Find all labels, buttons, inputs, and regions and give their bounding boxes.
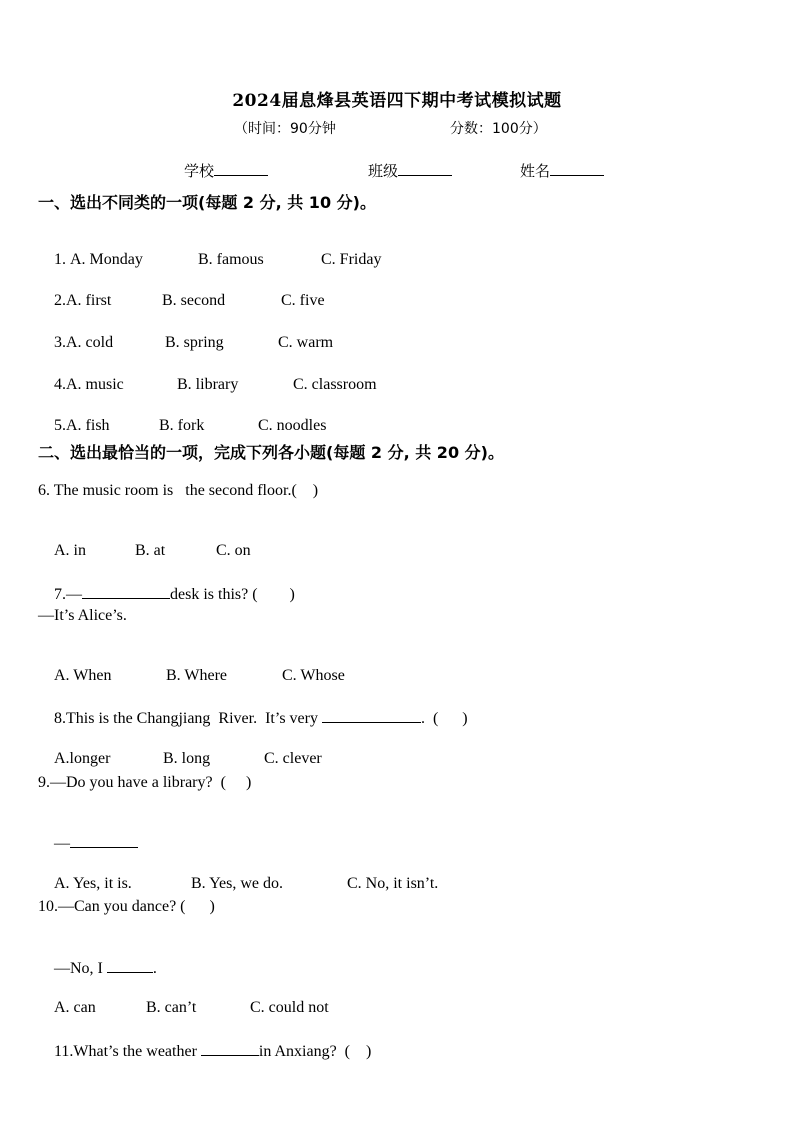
- q4-option-c: C. classroom: [293, 376, 377, 393]
- q7-option-a: A. When: [54, 667, 112, 684]
- q9-option-c: C. No, it isn’t.: [347, 875, 439, 892]
- q8-option-c: C. clever: [264, 750, 322, 767]
- q1-option-a: A. Monday: [70, 251, 143, 268]
- section2-heading: 二、选出最恰当的一项，完成下列各小题(每题 2 分, 共 20 分)。: [38, 443, 504, 462]
- q9-option-b: B. Yes, we do.: [191, 875, 284, 892]
- q8-option-b: B. long: [163, 750, 211, 767]
- q6-option-c: C. on: [216, 542, 251, 559]
- q11-pre: 11.What’s the weather: [54, 1043, 201, 1060]
- q5-option-b: B. fork: [159, 417, 205, 434]
- name-label: 姓名: [520, 162, 551, 180]
- q2-option-c: C. five: [281, 292, 325, 309]
- q10-option-c: C. could not: [250, 999, 329, 1016]
- q3-option-a: A. cold: [66, 334, 114, 351]
- q7-option-b: B. Where: [166, 667, 228, 684]
- q10-answer-post: .: [152, 960, 157, 977]
- q1-option-b: B. famous: [198, 251, 264, 268]
- q5-num: 5.: [54, 417, 66, 434]
- q9-option-a: A. Yes, it is.: [54, 875, 132, 892]
- question-6: 6. The music room is the second floor.( ): [38, 482, 319, 499]
- q7-option-c: C. Whose: [282, 667, 345, 684]
- q2-num: 2.: [54, 292, 66, 309]
- question-10: 10.—Can you dance? ( ): [38, 898, 215, 915]
- q2-option-b: B. second: [162, 292, 226, 309]
- q9-blank[interactable]: [70, 833, 138, 848]
- q4-num: 4.: [54, 376, 66, 393]
- question-9: 9.—Do you have a library? ( ): [38, 774, 252, 791]
- school-blank[interactable]: [214, 161, 268, 176]
- q1-num: 1.: [54, 251, 70, 268]
- q7-post: desk is this? ( ): [170, 586, 295, 603]
- q10-blank[interactable]: [107, 958, 153, 973]
- school-field: [184, 160, 268, 181]
- question-7-answer: —It’s Alice’s.: [38, 607, 127, 624]
- class-blank[interactable]: [398, 161, 452, 176]
- q8-post: . ( ): [420, 710, 468, 727]
- question-11: [38, 1023, 371, 1079]
- school-label: 学校: [184, 162, 215, 180]
- q8-blank[interactable]: [322, 708, 421, 723]
- name-field: [520, 160, 604, 181]
- q8-option-a: A.longer: [54, 750, 111, 767]
- q4-option-a: A. music: [66, 376, 124, 393]
- q7-blank[interactable]: [82, 584, 170, 599]
- q3-option-c: C. warm: [278, 334, 334, 351]
- q10-option-a: A. can: [54, 999, 96, 1016]
- exam-score: 分数：100分）: [450, 121, 547, 137]
- q10-option-b: B. can’t: [146, 999, 197, 1016]
- q5-option-c: C. noodles: [258, 417, 327, 434]
- q5-option-a: A. fish: [66, 417, 110, 434]
- q11-blank[interactable]: [201, 1041, 259, 1056]
- q3-option-b: B. spring: [165, 334, 224, 351]
- class-field: [368, 160, 452, 181]
- q11-post: in Anxiang? ( ): [258, 1043, 372, 1060]
- exam-time: （时间：90分钟: [234, 121, 336, 137]
- section1-heading: 一、选出不同类的一项(每题 2 分, 共 10 分)。: [38, 193, 376, 212]
- q10-answer-pre: —No, I: [54, 960, 107, 977]
- q2-option-a: A. first: [66, 292, 112, 309]
- name-blank[interactable]: [550, 161, 604, 176]
- q3-num: 3.: [54, 334, 66, 351]
- q7-pre: 7.—: [54, 586, 82, 603]
- q8-pre: 8.This is the Changjiang River. It’s very: [54, 710, 322, 727]
- q6-option-a: A. in: [54, 542, 86, 559]
- class-label: 班级: [368, 162, 399, 180]
- exam-title: 2024届息烽县英语四下期中考试模拟试题: [232, 91, 562, 111]
- q6-option-b: B. at: [135, 542, 166, 559]
- q9-answer-pre: —: [54, 835, 70, 852]
- q4-option-b: B. library: [177, 376, 239, 393]
- q1-option-c: C. Friday: [321, 251, 382, 268]
